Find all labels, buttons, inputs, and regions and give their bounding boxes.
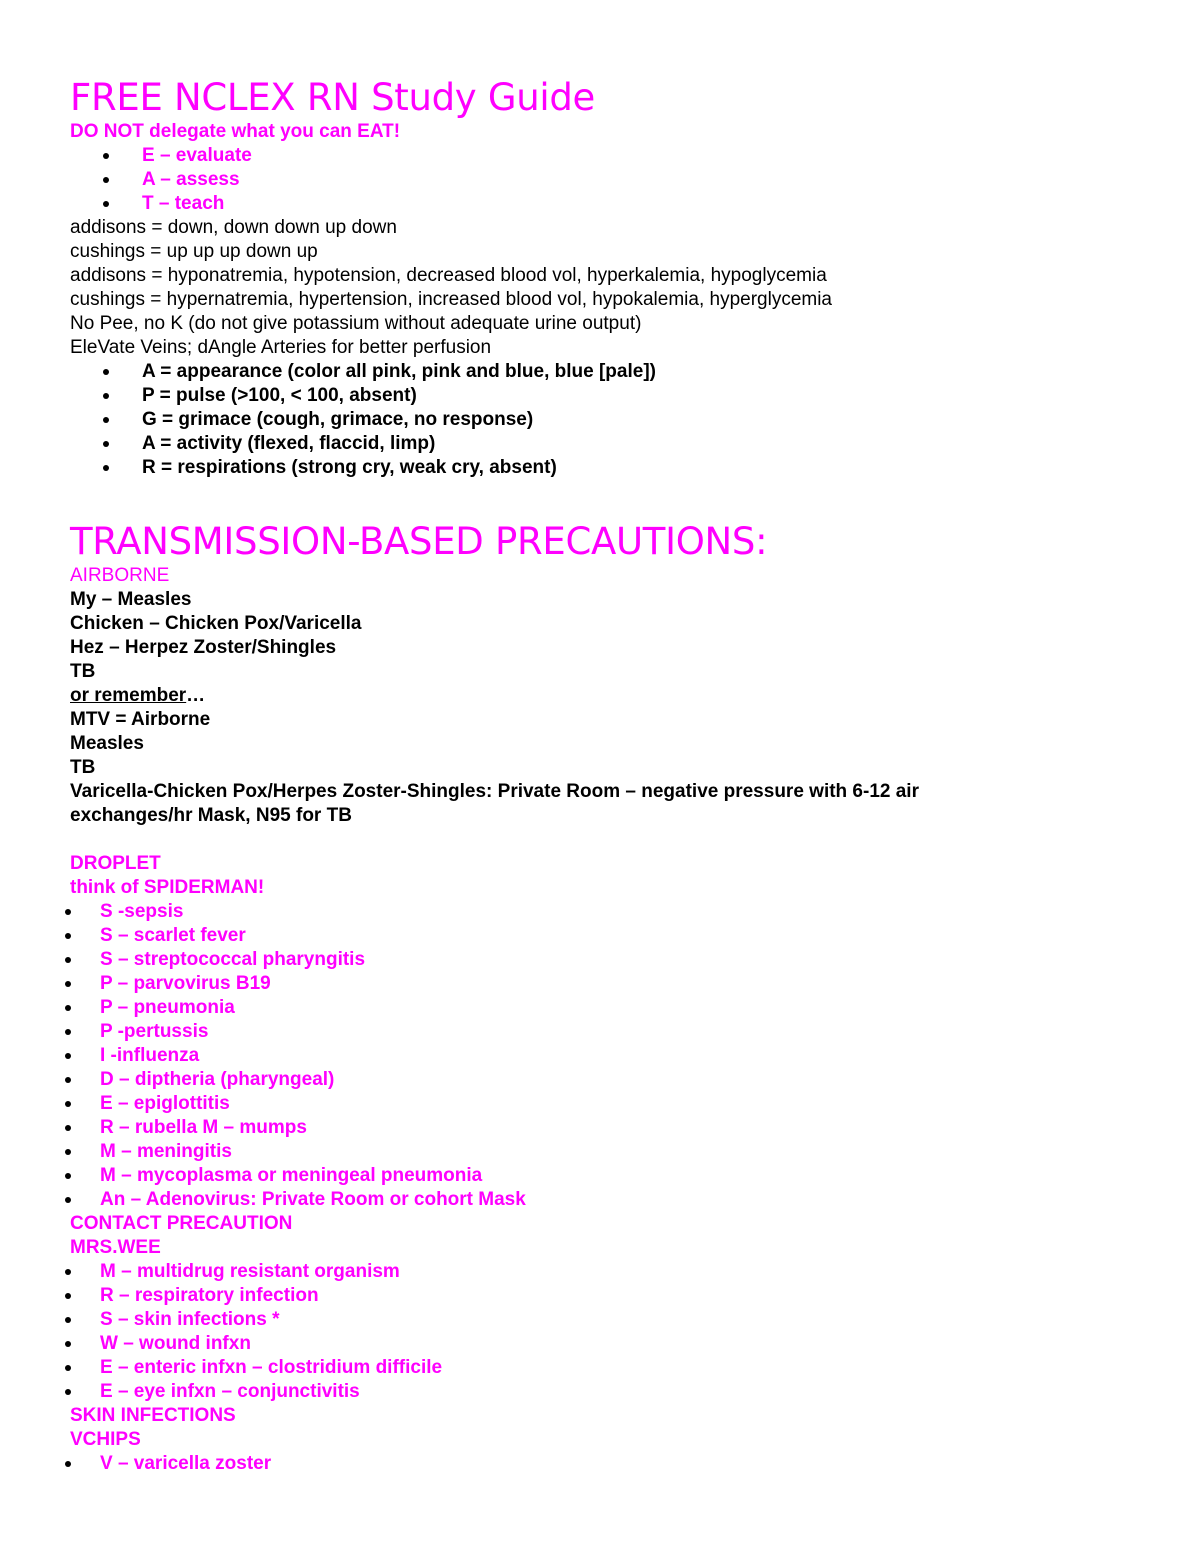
list-item: R – respiratory infection	[70, 1284, 1130, 1308]
list-item: G = grimace (cough, grimace, no response)	[70, 408, 1130, 432]
eat-list	[70, 144, 1130, 216]
bullet-icon	[65, 1029, 71, 1035]
list-item: An – Adenovirus: Private Room or cohort Mask	[70, 1188, 1130, 1212]
list-item: P = pulse (>100, < 100, absent)	[70, 384, 1130, 408]
airborne-line: My – Measles	[70, 589, 192, 610]
bullet-icon	[103, 441, 109, 447]
list-item: M – meningitis	[70, 1140, 1130, 1164]
list-item: E – eye infxn – conjunctivitis	[70, 1380, 1130, 1404]
list-item: V – varicella zoster	[70, 1452, 1130, 1476]
bullet-icon	[103, 465, 109, 471]
bullet-icon	[103, 153, 109, 159]
bullet-icon	[65, 1077, 71, 1083]
varicella-line: Varicella-Chicken Pox/Herpes Zoster-Shingles: Private Room – negative pressure with 6-12 air	[70, 781, 919, 802]
list-item: M – mycoplasma or meningeal pneumonia	[70, 1164, 1130, 1188]
delegate-heading: DO NOT delegate what you can EAT!	[70, 121, 401, 142]
skin-heading: SKIN INFECTIONS	[70, 1405, 236, 1426]
mtv-line: Measles	[70, 733, 144, 754]
bullet-icon	[65, 1197, 71, 1203]
airborne-line: TB	[70, 661, 96, 682]
list-item: P -pertussis	[70, 1020, 1130, 1044]
bullet-icon	[65, 1389, 71, 1395]
list-item: E – evaluate	[70, 144, 1130, 168]
list-item: I -influenza	[70, 1044, 1130, 1068]
or-remember-underlined: or remember	[70, 685, 187, 706]
or-remember-line	[70, 684, 1130, 708]
mtv-line: MTV = Airborne	[70, 709, 211, 730]
bullet-icon	[65, 1005, 71, 1011]
list-item: D – diptheria (pharyngeal)	[70, 1068, 1130, 1092]
list-item: A = activity (flexed, flaccid, limp)	[70, 432, 1130, 456]
bullet-icon	[65, 909, 71, 915]
list-item: E – enteric infxn – clostridium difficile	[70, 1356, 1130, 1380]
bullet-icon	[65, 1149, 71, 1155]
list-item: S – streptococcal pharyngitis	[70, 948, 1130, 972]
note-line: cushings = hypernatremia, hypertension, increased blood vol, hypokalemia, hyperglycemia	[70, 289, 833, 310]
list-item: P – pneumonia	[70, 996, 1130, 1020]
apgar-list	[70, 360, 1130, 480]
list-item: A – assess	[70, 168, 1130, 192]
varicella-line: exchanges/hr Mask, N95 for TB	[70, 805, 352, 826]
bullet-icon	[65, 1293, 71, 1299]
list-item: A = appearance (color all pink, pink and blue, blue [pale])	[70, 360, 1130, 384]
list-item: E – epiglottitis	[70, 1092, 1130, 1116]
list-item: T – teach	[70, 192, 1130, 216]
bullet-icon	[65, 933, 71, 939]
bullet-icon	[103, 201, 109, 207]
bullet-icon	[65, 1173, 71, 1179]
note-line: cushings = up up up down up	[70, 241, 318, 262]
list-item: S -sepsis	[70, 900, 1130, 924]
bullet-icon	[65, 1125, 71, 1131]
bullet-icon	[103, 177, 109, 183]
page-title: FREE NCLEX RN Study Guide	[70, 76, 596, 119]
contact-list	[70, 1260, 1130, 1404]
bullet-icon	[65, 1269, 71, 1275]
list-item: S – skin infections *	[70, 1308, 1130, 1332]
droplet-heading: DROPLET	[70, 853, 161, 874]
note-line: addisons = hyponatremia, hypotension, decreased blood vol, hyperkalemia, hypoglycemia	[70, 265, 827, 286]
bullet-icon	[65, 1053, 71, 1059]
mtv-line: TB	[70, 757, 96, 778]
list-item: R = respirations (strong cry, weak cry, absent)	[70, 456, 1130, 480]
or-remember-suffix: …	[186, 685, 206, 706]
bullet-icon	[65, 1365, 71, 1371]
airborne-heading: AIRBORNE	[70, 565, 170, 586]
bullet-icon	[103, 393, 109, 399]
list-item: S – scarlet fever	[70, 924, 1130, 948]
precautions-title: TRANSMISSION-BASED PRECAUTIONS:	[70, 520, 768, 563]
airborne-line: Hez – Herpez Zoster/Shingles	[70, 637, 337, 658]
document-page	[70, 76, 1130, 1476]
droplet-subheading: think of SPIDERMAN!	[70, 877, 265, 898]
droplet-list	[70, 900, 1130, 1212]
bullet-icon	[65, 1341, 71, 1347]
bullet-icon	[103, 369, 109, 375]
note-line: No Pee, no K (do not give potassium without adequate urine output)	[70, 313, 642, 334]
skin-list	[70, 1452, 1130, 1476]
note-line: addisons = down, down down up down	[70, 217, 397, 238]
contact-heading: CONTACT PRECAUTION	[70, 1213, 293, 1234]
list-item: W – wound infxn	[70, 1332, 1130, 1356]
bullet-icon	[65, 1461, 71, 1467]
spacer	[70, 828, 1130, 852]
note-line: EleVate Veins; dAngle Arteries for better perfusion	[70, 337, 492, 358]
airborne-line: Chicken – Chicken Pox/Varicella	[70, 613, 362, 634]
skin-subheading: VCHIPS	[70, 1429, 141, 1450]
bullet-icon	[65, 1101, 71, 1107]
bullet-icon	[103, 417, 109, 423]
list-item: R – rubella M – mumps	[70, 1116, 1130, 1140]
list-item: P – parvovirus B19	[70, 972, 1130, 996]
bullet-icon	[65, 981, 71, 987]
bullet-icon	[65, 957, 71, 963]
contact-subheading: MRS.WEE	[70, 1237, 161, 1258]
bullet-icon	[65, 1317, 71, 1323]
list-item: M – multidrug resistant organism	[70, 1260, 1130, 1284]
